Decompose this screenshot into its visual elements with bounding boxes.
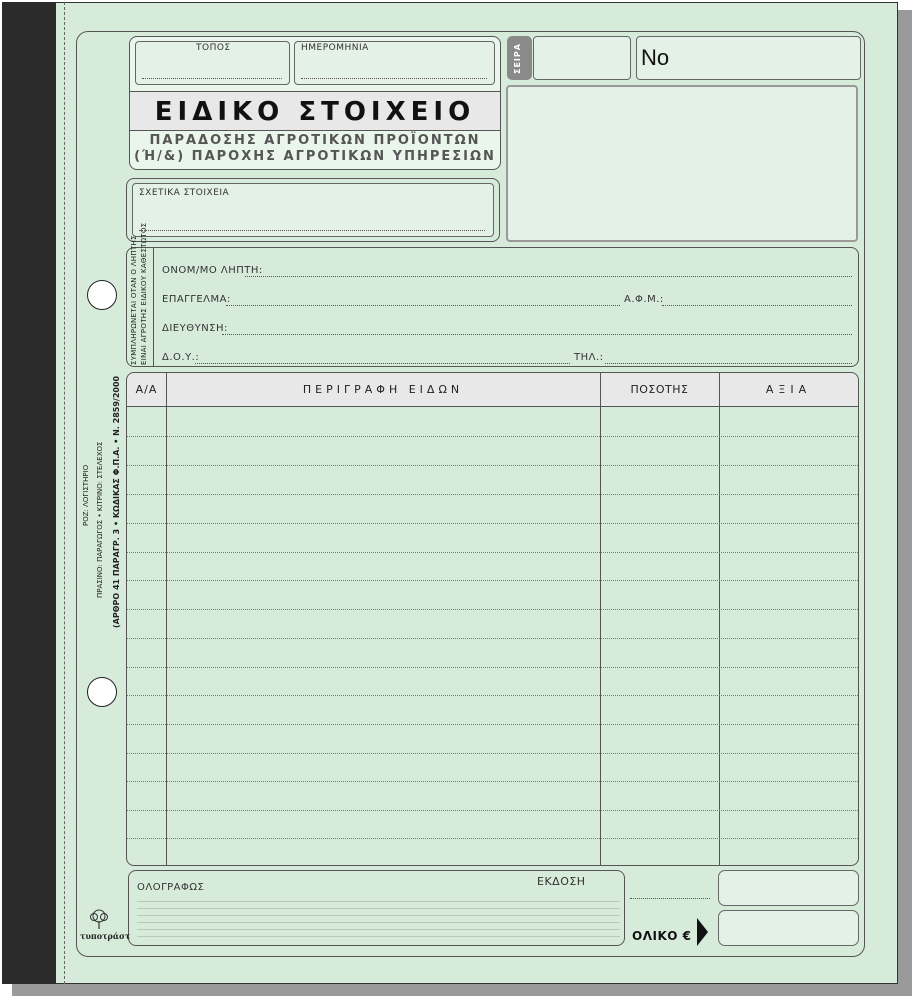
table-row[interactable] — [127, 465, 858, 466]
table-row[interactable] — [127, 523, 858, 524]
place-field[interactable] — [135, 41, 290, 85]
address-label: ΔΙΕΥΘΥΝΣΗ: — [162, 323, 228, 334]
subtitle-line-1: ΠΑΡΑΔΟΣΗΣ ΑΓΡΟΤΙΚΩΝ ΠΡΟΪΟΝΤΩΝ — [149, 133, 481, 148]
table-row[interactable] — [127, 609, 858, 610]
table-row[interactable] — [127, 781, 858, 782]
issue-label: ΕΚΔΟΣΗ — [537, 875, 586, 888]
recipient-name-field[interactable] — [245, 276, 852, 277]
related-info-label: ΣΧΕΤΙΚΑ ΣΤΟΙΧΕΙΑ — [139, 188, 230, 198]
title-band — [130, 91, 500, 131]
total-field[interactable] — [718, 910, 859, 946]
profession-field[interactable] — [226, 305, 620, 306]
punch-hole-bottom — [87, 677, 117, 707]
table-row[interactable] — [127, 580, 858, 581]
amount-in-words-block — [128, 870, 625, 946]
punch-hole-top — [87, 280, 117, 310]
table-row[interactable] — [127, 552, 858, 553]
brand-name: τυποτράστ — [80, 931, 131, 941]
binding-spine — [2, 2, 56, 984]
tax-office-label: Δ.Ο.Υ.: — [162, 352, 200, 363]
profession-label: ΕΠΑΓΓΕΛΜΑ: — [162, 294, 231, 305]
table-row[interactable] — [127, 436, 858, 437]
perforation-line — [64, 2, 65, 984]
address-field[interactable] — [222, 334, 852, 335]
table-row[interactable] — [127, 753, 858, 754]
tax-office-field[interactable] — [195, 363, 570, 364]
document-title: ΕΙΔΙΚΟ ΣΤΟΙΧΕΙΟ — [154, 97, 476, 127]
related-info-block — [126, 178, 500, 242]
amount-in-words-field[interactable] — [137, 895, 620, 943]
phone-label: ΤΗΛ.: — [574, 352, 604, 363]
amount-in-words-label: ΟΛΟΓΡΑΦΩΣ — [137, 882, 205, 893]
date-dotted-line — [301, 78, 487, 79]
related-dotted-line — [139, 230, 485, 231]
number-label: No — [641, 45, 670, 70]
recipient-name-label: ΟΝΟΜ/ΜΟ ΛΗΠΤΗ: — [162, 265, 263, 276]
recipient-note-line-1: ΣΥΜΠΛΗΡΩΝΕΤΑΙ ΟΤΑΝ Ο ΛΗΠΤΗΣ — [130, 235, 138, 365]
table-row[interactable] — [127, 638, 858, 639]
table-row[interactable] — [127, 724, 858, 725]
copies-line-2: ΠΡΑΣΙΝΟ: ΠΑΡΑΓΩΓΟΣ • ΚΙΤΡΙΝΟ: ΣΤΕΛΕΧΟΣ — [96, 441, 104, 598]
column-header-description: ΠΕΡΙΓΡΑΦΗ ΕΙΔΩΝ — [302, 383, 464, 396]
total-arrow-icon — [697, 918, 708, 946]
column-divider-3 — [719, 373, 720, 865]
subtitle — [130, 133, 500, 165]
series-field[interactable] — [533, 36, 631, 80]
vat-field[interactable] — [662, 305, 852, 306]
series-label: ΣΕΙΡΑ — [513, 43, 522, 74]
signature-dotted-line[interactable] — [630, 898, 710, 899]
number-field[interactable] — [636, 36, 861, 80]
subtitle-line-2: (Ή/&) ΠΑΡΟΧΗΣ ΑΓΡΟΤΙΚΩΝ ΥΠΗΡΕΣΙΩΝ — [134, 149, 496, 164]
series-tab — [507, 36, 532, 80]
total-label: ΟΛΙΚΟ € — [632, 929, 692, 943]
recipient-note-line-2: ΕΙΝΑΙ ΑΓΡΟΤΗΣ ΕΙΔΙΚΟΥ ΚΑΘΕΣΤΩΤΟΣ — [140, 222, 148, 365]
items-table — [126, 372, 859, 866]
table-row[interactable] — [127, 494, 858, 495]
law-reference: (ΑΡΘΡΟ 41 ΠΑΡΑΓΡ. 3 • ΚΩΔΙΚΑΣ Φ.Π.Α. • Ν. 2859/2000 — [112, 375, 121, 628]
column-divider-2 — [600, 373, 601, 865]
column-divider-1 — [166, 373, 167, 865]
place-label: ΤΟΠΟΣ — [196, 43, 231, 53]
vat-label: Α.Φ.Μ.: — [624, 294, 664, 305]
date-label: ΗΜΕΡΟΜΗΝΙΑ — [301, 43, 369, 53]
stamp-area[interactable] — [506, 85, 858, 242]
phone-field[interactable] — [605, 363, 852, 364]
recipient-side-divider — [153, 248, 154, 366]
related-info-field[interactable] — [132, 183, 494, 237]
table-row[interactable] — [127, 810, 858, 811]
column-header-aa: Α/Α — [135, 383, 158, 396]
subtotal-field[interactable] — [718, 870, 859, 906]
place-dotted-line — [142, 78, 282, 79]
column-header-quantity: ΠΟΣΟΤΗΣ — [630, 383, 689, 396]
table-row[interactable] — [127, 695, 858, 696]
table-row[interactable] — [127, 667, 858, 668]
brand-tree-icon — [86, 908, 112, 930]
column-header-value: ΑΞΙΑ — [765, 383, 812, 396]
copies-line-1: ΡΟΖ: ΛΟΓΙΣΤΗΡΙΟ — [82, 464, 90, 526]
table-row[interactable] — [127, 838, 858, 839]
date-field[interactable] — [294, 41, 495, 85]
